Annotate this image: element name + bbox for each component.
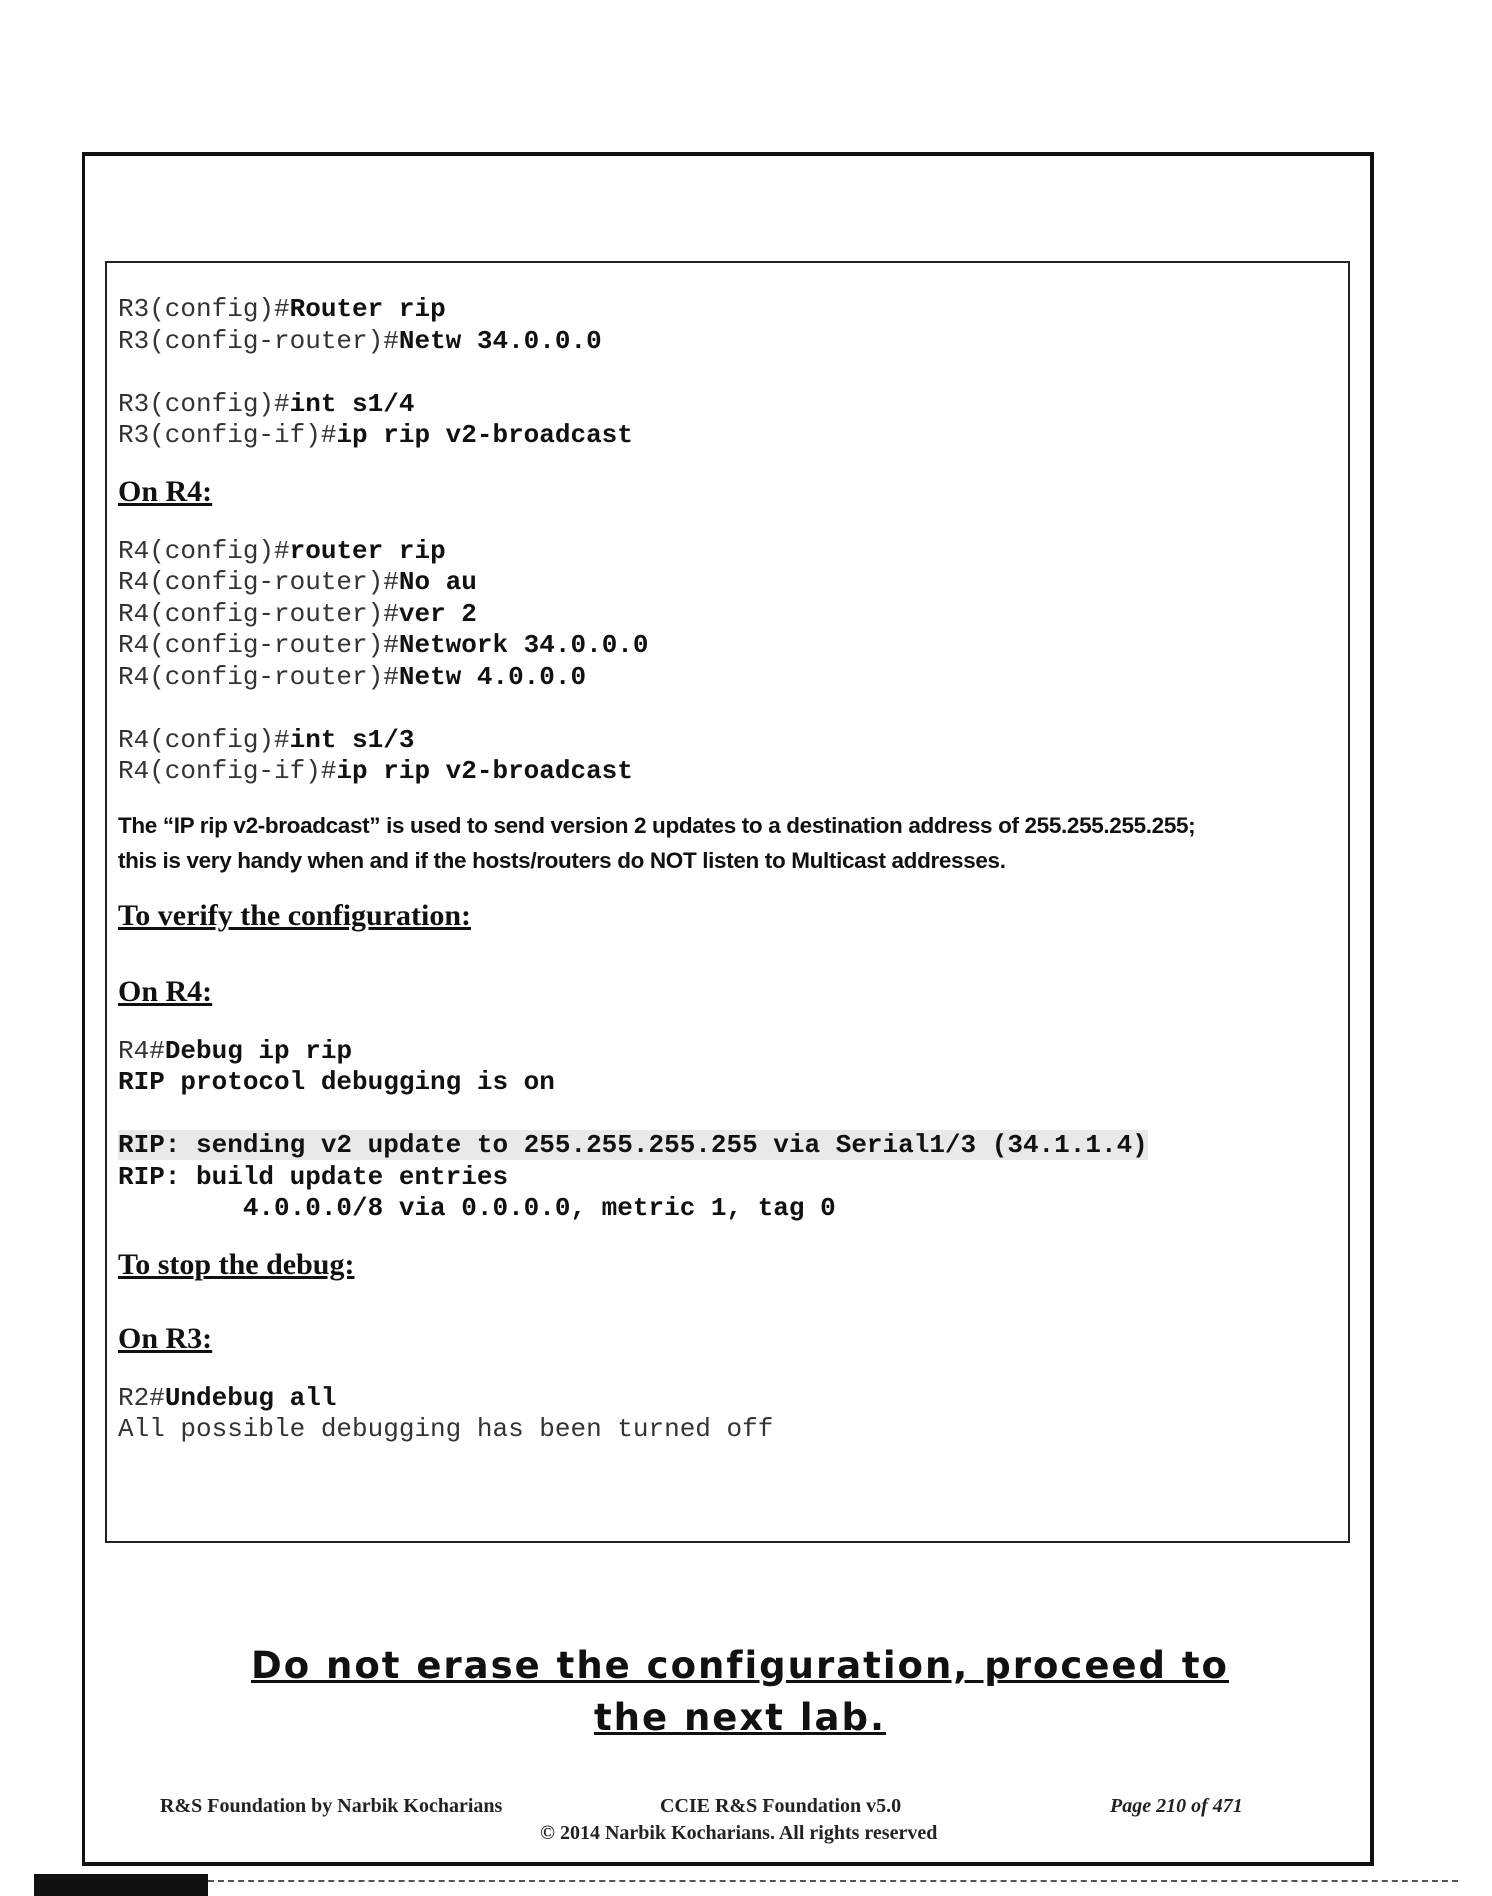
scan-artifact-line [208, 1880, 1458, 1882]
cli-prompt: R4(config)# [118, 535, 290, 566]
note-line: Do not erase the configuration, proceed to [251, 1644, 1229, 1687]
cli-output-highlighted: RIP: sending v2 update to 255.255.255.255 via Serial1/3 (34.1.1.4) [118, 1130, 1148, 1160]
explanation-line: this is very handy when and if the hosts/routers do NOT listen to Multicast addresses. [118, 847, 1006, 873]
cli-prompt: R4(config-router)# [118, 630, 399, 660]
cli-command: Undebug all [164, 1382, 337, 1413]
cli-prompt: R4(config-router)# [118, 661, 399, 692]
section-heading-stop-debug: To stop the debug: [118, 1247, 355, 1281]
cli-output: RIP protocol debugging is on [118, 1067, 555, 1097]
cli-prompt: R4# [118, 1035, 165, 1066]
note-line: the next lab. [593, 1696, 887, 1739]
cli-prompt: R4(config-router)# [118, 598, 399, 629]
explanation-paragraph [118, 808, 1328, 878]
section-heading-on-r4: On R4: [118, 974, 213, 1008]
cli-command: router rip [289, 535, 446, 566]
debug-output-block [118, 1036, 1328, 1225]
cli-command: int s1/4 [289, 388, 415, 419]
proceed-note [200, 1640, 1280, 1744]
footer-page-number: Page 210 of 471 [1110, 1795, 1243, 1817]
scan-artifact-bar [34, 1874, 208, 1896]
cli-command: Netw 34.0.0.0 [398, 325, 602, 356]
cli-command: ver 2 [398, 598, 477, 629]
footer-author: R&S Foundation by Narbik Kocharians [160, 1795, 503, 1817]
section-heading-on-r4: On R4: [118, 474, 213, 508]
cli-command: Debug ip rip [164, 1035, 353, 1066]
cli-command: Router rip [289, 294, 446, 324]
cli-prompt: R4(config)# [118, 724, 290, 755]
cli-output: All possible debugging has been turned off [118, 1414, 774, 1444]
cli-prompt: R4(config-if)# [118, 756, 337, 786]
r3-config-block [118, 294, 1328, 452]
cli-command: int s1/3 [289, 724, 415, 755]
cli-command: No au [398, 567, 477, 597]
cli-prompt: R3(config)# [118, 294, 290, 324]
cli-command: Network 34.0.0.0 [398, 630, 649, 660]
cli-command: Netw 4.0.0.0 [398, 661, 587, 692]
footer-copyright: © 2014 Narbik Kocharians. All rights reserved [540, 1822, 938, 1844]
r4-config-block [118, 536, 1328, 788]
section-heading-on-r3: On R3: [118, 1321, 213, 1355]
footer-title: CCIE R&S Foundation v5.0 [660, 1795, 902, 1817]
cli-command: ip rip v2-broadcast [336, 420, 633, 450]
cli-prompt: R3(config-if)# [118, 420, 337, 450]
undebug-block [118, 1383, 1328, 1446]
cli-output: RIP: build update entries [118, 1161, 509, 1192]
explanation-line: The “IP rip v2-broadcast” is used to send version 2 updates to a destination address of 255.255.255.255; [118, 812, 1196, 838]
cli-command: ip rip v2-broadcast [336, 756, 633, 786]
section-heading-verify: To verify the configuration: [118, 898, 472, 932]
cli-prompt: R2# [118, 1382, 165, 1413]
document-content [118, 294, 1328, 1446]
cli-prompt: R4(config-router)# [118, 567, 399, 597]
cli-prompt: R3(config-router)# [118, 325, 399, 356]
cli-output: 4.0.0.0/8 via 0.0.0.0, metric 1, tag 0 [118, 1193, 836, 1223]
cli-prompt: R3(config)# [118, 388, 290, 419]
